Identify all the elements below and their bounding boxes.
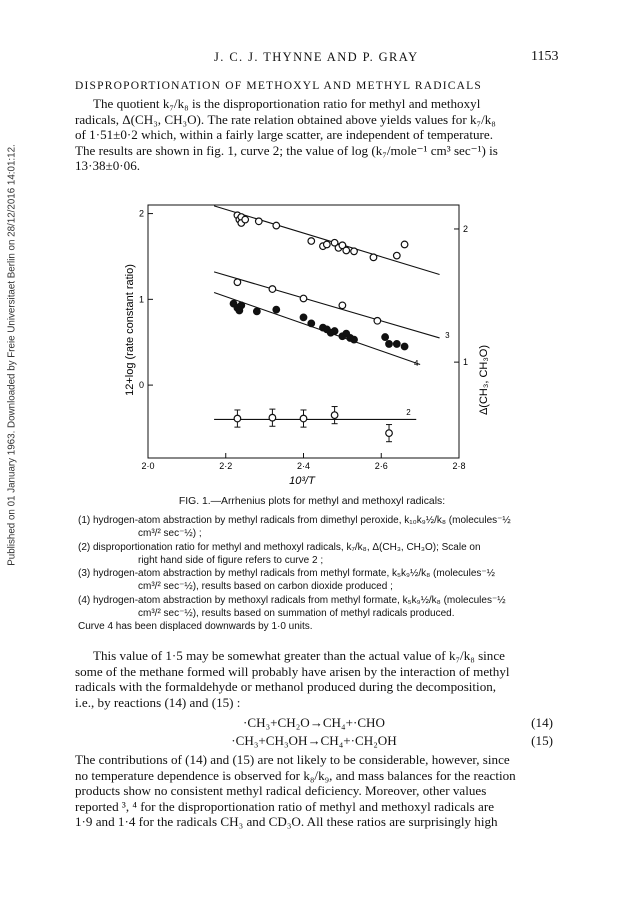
curve-label: 4 [414,359,419,369]
data-point-curve-3 [374,317,381,324]
x-tick-label: 2·0 [141,461,155,471]
equation-14-number: (14) [531,715,553,730]
curve-label: 3 [445,330,450,340]
page-number: 1153 [531,49,559,64]
data-point-curve-4 [308,320,315,327]
paragraph-2-line: This value of 1·5 may be somewhat greater than the actual value of k₇/k₈ since [93,648,505,663]
download-watermark-text: Published on 01 January 1963. Downloaded by Freie Universitaet Berlin on 28/12/2016 14:01:12. [6,144,18,566]
caption-line: (2) disproportionation ratio for methyl and methoxyl radicals, k₇/k₈, Δ(CH₃, CH₃O); Scale on [78,541,481,553]
data-point-curve-1 [351,248,358,255]
y-tick-label: 0 [138,380,144,391]
x-tick-label: 2·6 [374,461,388,471]
paragraph-3-line: The contributions of (14) and (15) are not likely to be considerable, however, since [75,752,510,767]
right-axis-label: Δ(CH₃, CH₃O) [478,344,490,416]
data-point-curve-4 [382,334,389,341]
data-point-curve-1 [394,252,401,259]
caption-line: (4) hydrogen-atom abstraction by methoxyl radicals from methyl formate, k₅k₉½/k₈ (molecules⁻½ [78,594,506,606]
data-point-curve-1 [343,247,350,254]
data-point-curve-4 [236,307,243,314]
curve-label: 2 [406,408,411,418]
section-title: DISPROPORTIONATION OF METHOXYL AND METHYL RADICALS [75,80,482,92]
data-point-curve-3 [339,302,346,309]
caption-line: Curve 4 has been displaced downwards by 1·0 units. [78,621,313,633]
y2-tick-label: 2 [463,223,469,234]
data-point-curve-1 [255,218,262,225]
data-point-curve-3 [269,286,276,293]
data-point-curve-1 [242,216,249,223]
paragraph-2-line: some of the methane formed will probably have arisen by the interaction of methyl [75,663,510,679]
running-head: J. C. J. THYNNE AND P. GRAY [214,50,419,64]
equation-15 [75,733,553,750]
paragraph-2 [75,648,553,710]
paragraph-3 [75,752,553,830]
x-tick-label: 2·2 [219,461,233,471]
caption-line: cm³/² sec⁻½) ; [138,528,202,540]
data-point-curve-1 [273,222,280,229]
paragraph-2-line: i.e., by reactions (14) and (15) : [75,694,241,710]
paragraph-3-line: no temperature dependence is observed for k₈/k₉, and mass balances for the reaction [75,767,516,783]
data-point-curve-2 [386,430,393,437]
caption-line: right hand side of figure refers to curve 2 ; [138,554,324,566]
data-point-curve-2 [331,412,338,419]
intro-line: radicals, Δ(CH₃, CH₃O). The rate relation obtained above yields values for k₇/k₈ [75,111,496,127]
data-point-curve-3 [300,295,307,302]
data-point-curve-4 [273,306,280,313]
caption-line: (3) hydrogen-atom abstraction by methyl radicals from methyl formate, k₅k₉½/k₈ (molecules⁻½ [78,568,496,580]
download-watermark [4,130,20,580]
figure-caption-title: FIG. 1.—Arrhenius plots for methyl and methoxyl radicals: [178,496,446,507]
data-point-curve-3 [234,279,241,286]
data-point-curve-1 [324,241,331,248]
paragraph-2-line: radicals with the formaldehyde or methanol produced during the decomposition, [75,679,497,694]
arrhenius-figure [108,196,508,488]
page-header [0,50,624,70]
caption-line: cm³/² sec⁻½), results based on summation of methyl radicals produced. [138,608,455,620]
data-point-curve-2 [300,415,307,422]
intro-line: of 1·51±0·2 which, within a fairly large scatter, are independent of temperature. [75,127,493,142]
equation-15-number: (15) [531,733,553,748]
paragraph-3-line: products show no consistent methyl radical deficiency. Moreover, other values [75,783,487,798]
data-point-curve-2 [269,414,276,421]
data-point-curve-1 [401,241,408,248]
intro-line: 13·38±0·06. [75,158,141,173]
x-axis-label: 10³/T [289,475,315,487]
data-point-curve-4 [331,328,338,335]
data-point-curve-4 [254,308,261,315]
data-point-curve-1 [370,254,377,261]
data-point-curve-4 [401,343,408,350]
data-point-curve-1 [308,238,315,245]
x-tick-label: 2·4 [296,461,311,471]
data-point-curve-4 [386,341,393,348]
data-point-curve-2 [234,415,241,422]
y-tick-label: 1 [138,294,144,305]
equation-15-formula: ·CH₃+CH₃OH→CH₄+·CH₂OH [231,733,397,748]
fit-line-curve-4 [214,292,420,364]
x-tick-label: 2·8 [452,461,466,471]
caption-line: (1) hydrogen-atom abstraction by methyl radicals from dimethyl peroxide, k₁₀k₉½/k₈ (molecules⁻½ [78,515,511,526]
fit-line-curve-1 [214,206,439,275]
intro-line: The results are shown in fig. 1, curve 2; the value of log (k₇/mole⁻¹ cm³ sec⁻¹) is [75,142,498,158]
intro-line: The quotient k₇/k₈ is the disproportionation ratio for methyl and methoxyl [93,96,481,111]
y2-tick-label: 1 [463,357,469,368]
y-tick-label: 2 [138,208,144,219]
left-axis-label: 12+log (rate constant ratio) [124,264,136,396]
caption-line: cm³/² sec⁻½), results based on carbon dioxide produced ; [138,581,393,593]
equation-14 [75,715,553,732]
paragraph-3-line: 1·9 and 1·4 for the radicals CH₃ and CD₃O. All these ratios are surprisingly high [75,814,498,829]
figure-caption [78,514,556,634]
data-point-curve-4 [394,341,401,348]
equation-14-formula: ·CH₃+CH₂O→CH₄+·CHO [243,715,385,730]
data-point-curve-4 [351,336,358,343]
paragraph-3-line: reported ³, ⁴ for the disproportionation ratio of methyl and methoxyl radicals are [75,798,494,814]
intro-paragraph [75,96,553,174]
data-point-curve-4 [300,314,307,321]
